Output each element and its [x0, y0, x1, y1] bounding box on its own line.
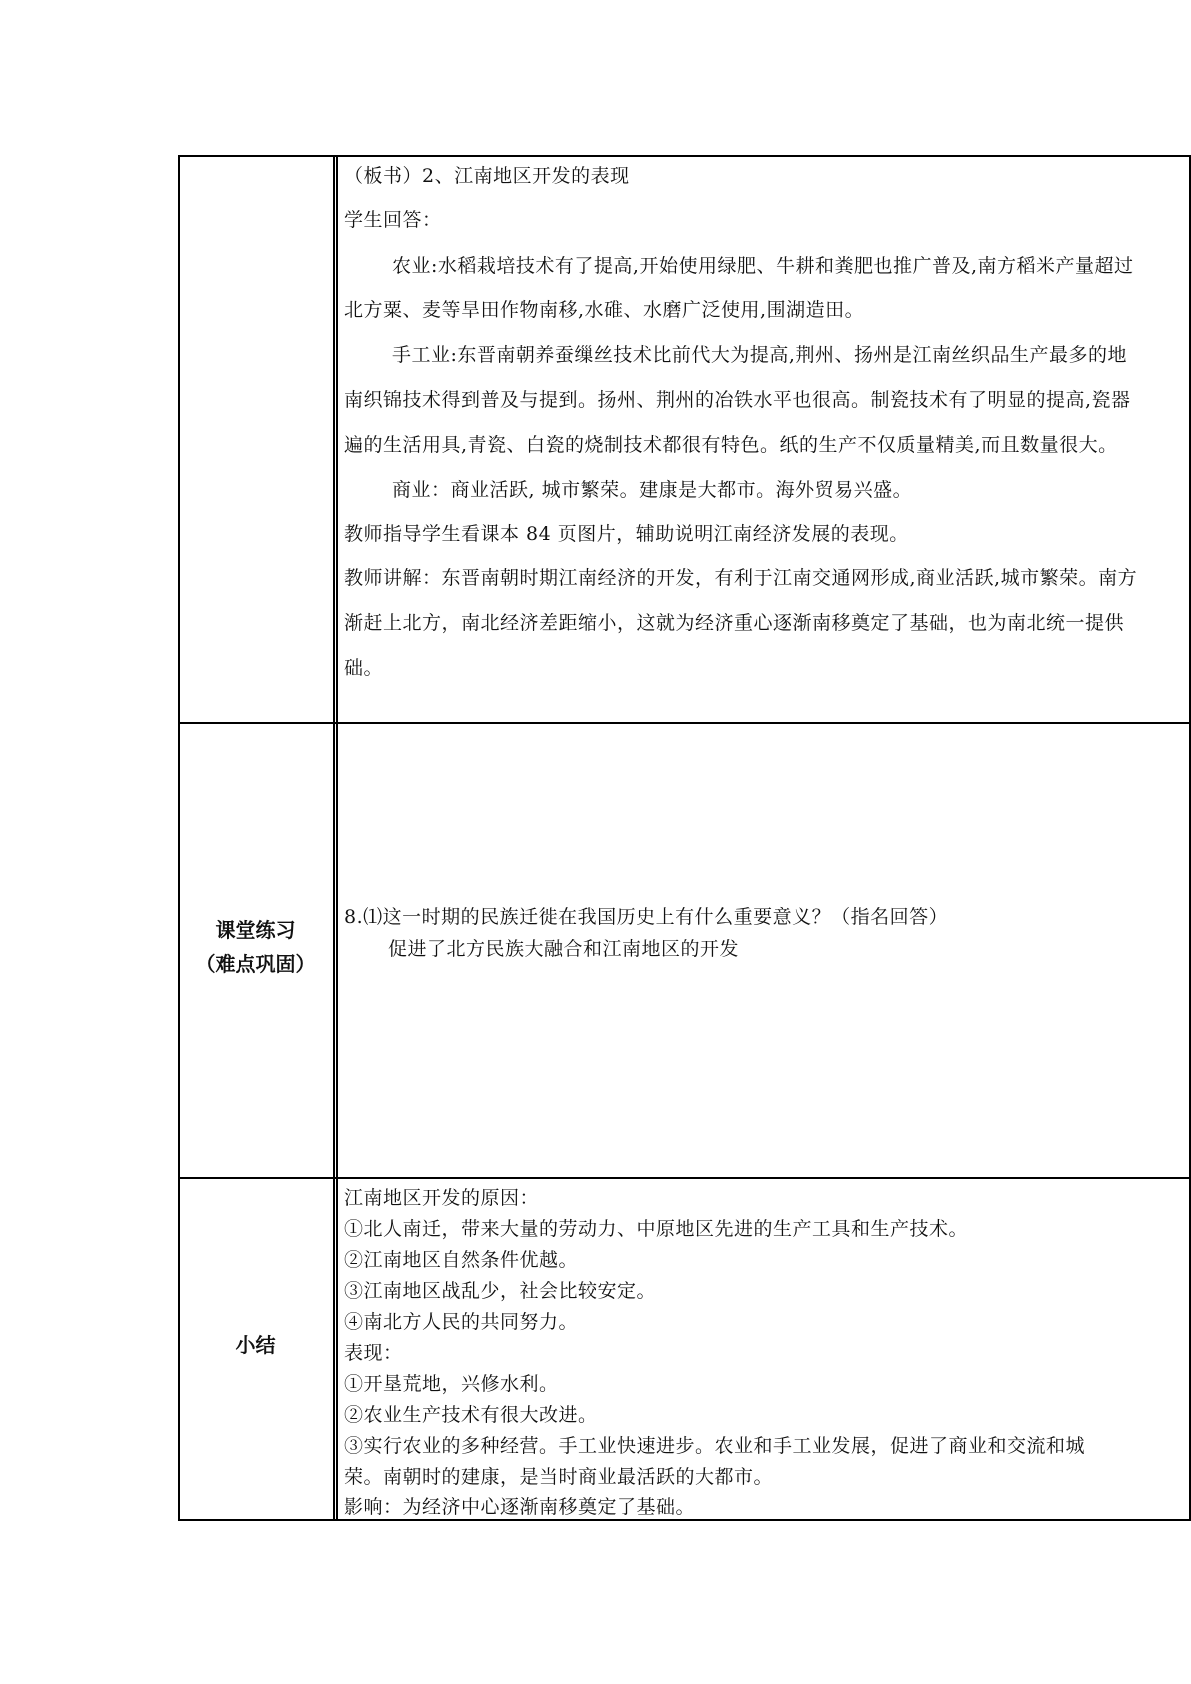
column-divider	[333, 155, 335, 1521]
summary-line: 影响：为经济中心逐渐南移奠定了基础。	[344, 1496, 696, 1518]
text-line: 渐赶上北方，南北经济差距缩小，这就为经济重心逐渐南移奠定了基础，也为南北统一提供	[344, 612, 1125, 634]
row1-content	[344, 155, 1189, 722]
summary-line: 表现：	[344, 1342, 403, 1364]
text-line: 手工业:东晋南朝养蚕缫丝技术比前代大为提高,荆州、扬州是江南丝织品生产最多的地	[392, 344, 1127, 366]
summary-line: ③实行农业的多种经营。手工业快速进步。农业和手工业发展，促进了商业和交流和城	[344, 1435, 1086, 1457]
question-line: 8.⑴这一时期的民族迁徙在我国历史上有什么重要意义？（指名回答）	[344, 906, 949, 928]
summary-line: ③江南地区战乱少，社会比较安定。	[344, 1280, 657, 1302]
summary-line: 江南地区开发的原因：	[344, 1187, 540, 1209]
summary-line: ②农业生产技术有很大改进。	[344, 1404, 598, 1426]
exercise-label-line2: （难点巩固）	[195, 952, 316, 976]
summary-line: ④南北方人民的共同努力。	[344, 1311, 579, 1333]
text-line: 南织锦技术得到普及与提到。扬州、荆州的冶铁水平也很高。制瓷技术有了明显的提高,瓷器	[344, 389, 1131, 411]
column-divider-double	[336, 155, 338, 1521]
row3-content	[344, 1179, 1189, 1519]
exercise-label-line1: 课堂练习	[215, 918, 296, 942]
text-line: 农业:水稻栽培技术有了提高,开始使用绿肥、牛耕和粪肥也推广普及,南方稻米产量超过	[392, 255, 1134, 277]
text-line: （板书）2、江南地区开发的表现	[344, 165, 630, 187]
text-line: 础。	[344, 657, 384, 679]
exercise-label	[178, 913, 333, 981]
lesson-table	[178, 155, 1191, 1521]
text-line: 商业：商业活跃, 城市繁荣。建康是大都市。海外贸易兴盛。	[392, 479, 913, 501]
answer-line: 促进了北方民族大融合和江南地区的开发	[388, 938, 740, 960]
text-line: 遍的生活用具,青瓷、白瓷的烧制技术都很有特色。纸的生产不仅质量精美,而且数量很大。	[344, 434, 1118, 456]
summary-line: 荣。南朝时的建康，是当时商业最活跃的大都市。	[344, 1466, 774, 1488]
summary-label	[178, 1328, 333, 1362]
text-line: 北方粟、麦等旱田作物南移,水碓、水磨广泛使用,围湖造田。	[344, 299, 865, 321]
text-line: 教师指导学生看课本 84 页图片，辅助说明江南经济发展的表现。	[344, 523, 909, 545]
row2-content	[344, 724, 1189, 1177]
summary-line: ①北人南迁，带来大量的劳动力、中原地区先进的生产工具和生产技术。	[344, 1218, 969, 1240]
text-line: 学生回答：	[344, 209, 442, 231]
summary-line: ①开垦荒地，兴修水利。	[344, 1373, 559, 1395]
table-bottom-border	[178, 1519, 1191, 1521]
summary-line: ②江南地区自然条件优越。	[344, 1249, 579, 1271]
text-line: 教师讲解：东晋南朝时期江南经济的开发，有利于江南交通网形成,商业活跃,城市繁荣。南方	[344, 567, 1138, 589]
summary-label-text: 小结	[235, 1333, 276, 1357]
table-left-border	[178, 155, 180, 1521]
